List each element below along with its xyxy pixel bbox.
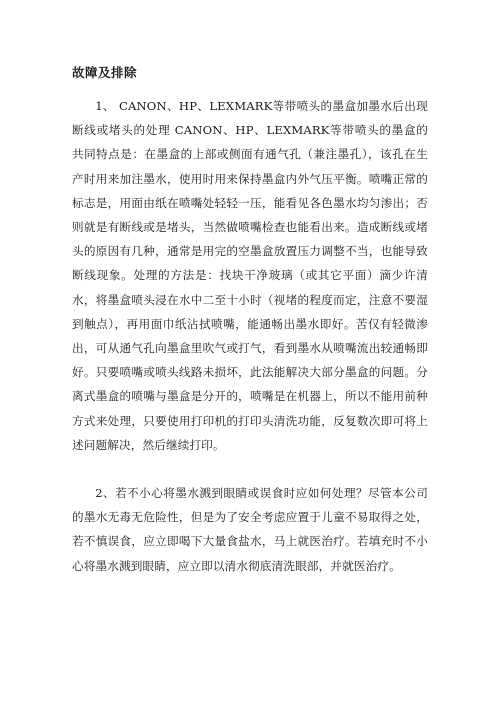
section-title: 故障及排除 [72, 65, 138, 80]
paragraph-2: 2、若不小心将墨水溅到眼睛或误食时应如何处理？尽管本公司的墨水无毒无危险性，但是为了安全考虑应置于儿童不易取得之处，若不慎误食，应立即喝下大量食盐水，马上就医治疗。若填充时不小心将墨水溅到眼睛，应立即以清水彻底清洗眼部，并就医治疗。 [72, 486, 428, 573]
document-page [72, 64, 428, 578]
paragraph-1: 1、 CANON、HP、LEXMARK等带喷头的墨盒加墨水后出现断线或堵头的处理 CANON、HP、LEXMARK等带喷头的墨盒的共同特点是：在墨盒的上部或侧面有通气孔（兼注墨孔），该孔在生产时用来加注墨水，使用时用来保持墨盒内外气压平衡。喷嘴正常的标志是，用面由纸在喷嘴处轻轻一压，能看见各色墨水均匀渗出；否则就是有断线或是堵头，当然做喷嘴检查也能看出来。造成断线或堵头的原因有几种，通常是用完的空墨盒放置压力调整不当，也能导致断线现象。处理的方法是：找块干净玻璃（或其它平面）滴少许清水，将墨盒喷头浸在水中二至十小时（视堵的程度而定，注意不要湿到触点），再用面巾纸沾拭喷嘴，能通畅出墨水即好。苦仅有轻微渗出，可从通气孔向墨盒里吹气或打气，看到墨水从喷嘴流出较通畅即好。只要喷嘴或喷头线路未损坏，此法能解决大部分墨盒的问题。分离式墨盒的喷嘴与墨盒是分开的，喷嘴是在机器上，所以不能用前种方式来处理，只要使用打印机的打印头清洗功能，反复数次即可将上述问题解决，然后继续打印。 [72, 99, 428, 452]
